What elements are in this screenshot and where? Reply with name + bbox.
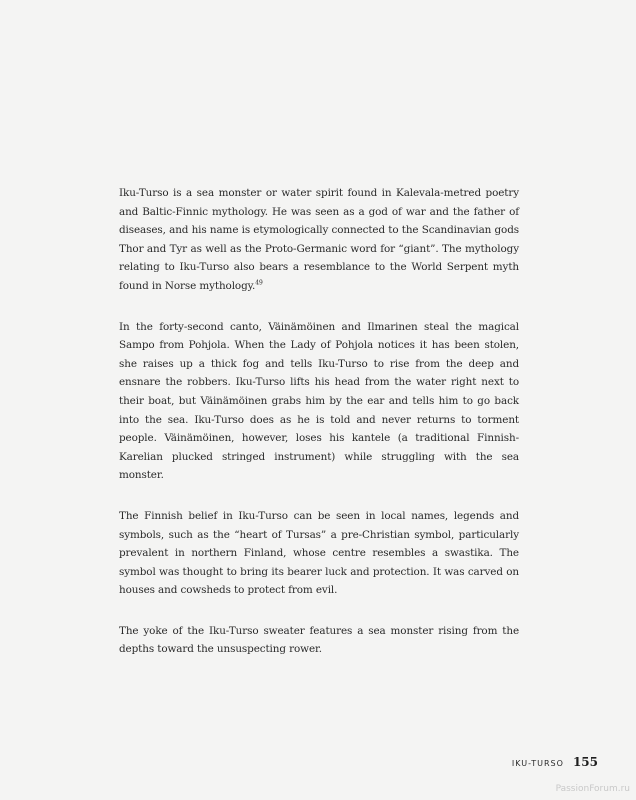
paragraph-2: In the forty-second canto, Väinämöinen and Ilmarinen steal the magical Sampo from Pohjola. When the Lady of Pohjola notices it has been stolen, she raises up a thick fog and tells Iku-Turso to rise from the deep and ensnare the robbers. Iku-Turso lifts his head from the water right next to their boat, but Väinämöinen grabs him by the ear and tells him to go back into the sea. Iku-Turso does as he is told and never returns to torment people. Väinämöinen, however, loses his kantele (a traditional Finnish-Karelian plucked stringed instrument) while struggling with the sea monster. — [119, 320, 519, 482]
running-head: IKU-TURSO — [511, 759, 564, 768]
footnote-ref: 49 — [255, 279, 263, 287]
page-number: 155 — [572, 755, 598, 769]
page-footer — [512, 755, 598, 769]
paragraph-3: The Finnish belief in Iku-Turso can be seen in local names, legends and symbols, such as the “heart of Tursas” a pre-Christian symbol, particularly prevalent in northern Finland, whose centre resembles a swastika. The symbol was thought to bring its bearer luck and protection. It was carved on houses and cowsheds to protect from evil. — [119, 509, 519, 597]
body-text — [119, 184, 519, 681]
paragraph-1-text: Iku-Turso is a sea monster or water spirit found in Kalevala-metred poetry and Baltic-Finnic mythology. He was seen as a god of war and the father of diseases, and his name is etymologically connected to the Scandinavian gods Thor and Tyr as well as the Proto-Germanic word for “giant”. The mythology relating to Iku-Turso also bears a resemblance to the World Serpent myth found in Norse mythology. — [119, 187, 519, 292]
paragraph-1 — [119, 184, 519, 296]
paragraph-4: The yoke of the Iku-Turso sweater features a sea monster rising from the depths toward the unsuspecting rower. — [119, 624, 519, 656]
watermark: PassionForum.ru — [555, 784, 630, 794]
